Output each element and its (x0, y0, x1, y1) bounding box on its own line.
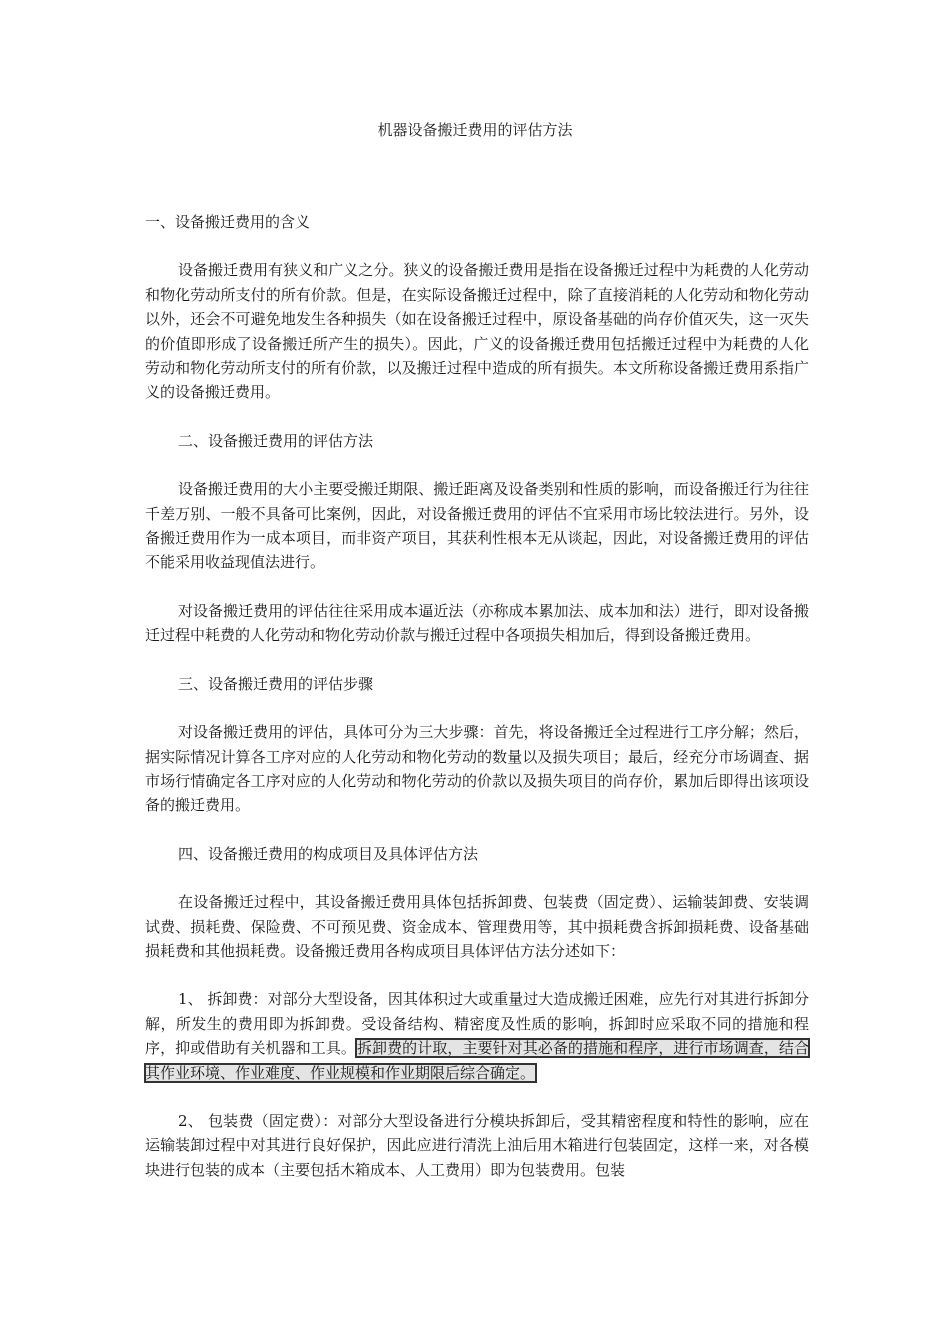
paragraph-4: 对设备搬迁费用的评估，具体可分为三大步骤：首先，将设备搬迁全过程进行工序分解；然后，据实际情况计算各工序对应的人化劳动和物化劳动的数量以及损失项目；最后，经充分市场调查、据市场行情确定各工序对应的人化劳动和物化劳动的价款以及损失项目的尚存价，累加后即得出该项设备的搬迁费用。 (145, 723, 809, 815)
section-heading-4: 四、设备搬迁费用的构成项目及具体评估方法 (178, 844, 479, 863)
document-title: 机器设备搬迁费用的评估方法 (377, 121, 573, 139)
highlighted-text-selection[interactable]: 拆卸费的计取，主要针对其必备的措施和程序，进行市场调查，结合其作业环境、作业难度、作业规模和作业期限后综合确定。 (145, 1039, 809, 1082)
paragraph-3: 对设备搬迁费用的评估往往采用成本逼近法（亦称成本累加法、成本加和法）进行，即对设备搬迁过程中耗费的人化劳动和物化劳动价款与搬迁过程中各项损失相加后，得到设备搬迁费用。 (145, 601, 809, 645)
section-heading-3: 三、设备搬迁费用的评估步骤 (178, 674, 374, 693)
paragraph-5: 在设备搬迁过程中，其设备搬迁费用具体包括拆卸费、包装费（固定费）、运输装卸费、安装调试费、损耗费、保险费、不可预见费、资金成本、管理费用等，其中损耗费含拆卸损耗费、设备基础损耗费和其他损耗费。设备搬迁费用各构成项目具体评估方法分述如下： (145, 893, 809, 960)
paragraph-1: 设备搬迁费用有狭义和广义之分。狭义的设备搬迁费用是指在设备搬迁过程中为耗费的人化劳动和物化劳动所支付的所有价款。但是，在实际设备搬迁过程中，除了直接消耗的人化劳动和物化劳动以外，还会不可避免地发生各种损失（如在设备搬迁过程中，原设备基础的尚存价值灭失，这一灭失的价值即形成了设备搬迁所产生的损失）。因此，广义的设备搬迁费用包括搬迁过程中为耗费的人化劳动和物化劳动所支付的所有价款，以及搬迁过程中造成的所有损失。本文所称设备搬迁费用系指广义的设备搬迁费用。 (145, 261, 809, 402)
paragraph-2: 设备搬迁费用的大小主要受搬迁期限、搬迁距离及设备类别和性质的影响，而设备搬迁行为往往千差万别、一般不具备可比案例，因此，对设备搬迁费用的评估不宜采用市场比较法进行。另外，设备搬迁费用作为一成本项目，而非资产项目，其获利性根本无从谈起，因此，对设备搬迁费用的评估不能采用收益现值法进行。 (145, 480, 809, 572)
paragraph-7: 2、 包装费（固定费）：对部分大型设备进行分模块拆卸后，受其精密程度和特性的影响，应在运输装卸过程中对其进行良好保护，因此应进行清洗上油后用木箱进行包装固定，这样一来，对各模块进行包装的成本（主要包括木箱成本、人工费用）即为包装费用。包装 (145, 1111, 809, 1179)
paragraph-6 (145, 987, 809, 1085)
section-heading-1: 一、设备搬迁费用的含义 (145, 213, 311, 231)
paragraph-6-text: 1、 拆卸费：对部分大型设备，因其体积过大或重量过大造成搬迁困难，应先行对其进行拆卸分解，所发生的费用即为拆卸费。受设备结构、精密度及性质的影响，拆卸时应采取不同的措施和程序，抑或借助有关机器和工具。 (145, 990, 809, 1058)
document-body (145, 210, 809, 1206)
section-heading-2: 二、设备搬迁费用的评估方法 (178, 431, 374, 450)
